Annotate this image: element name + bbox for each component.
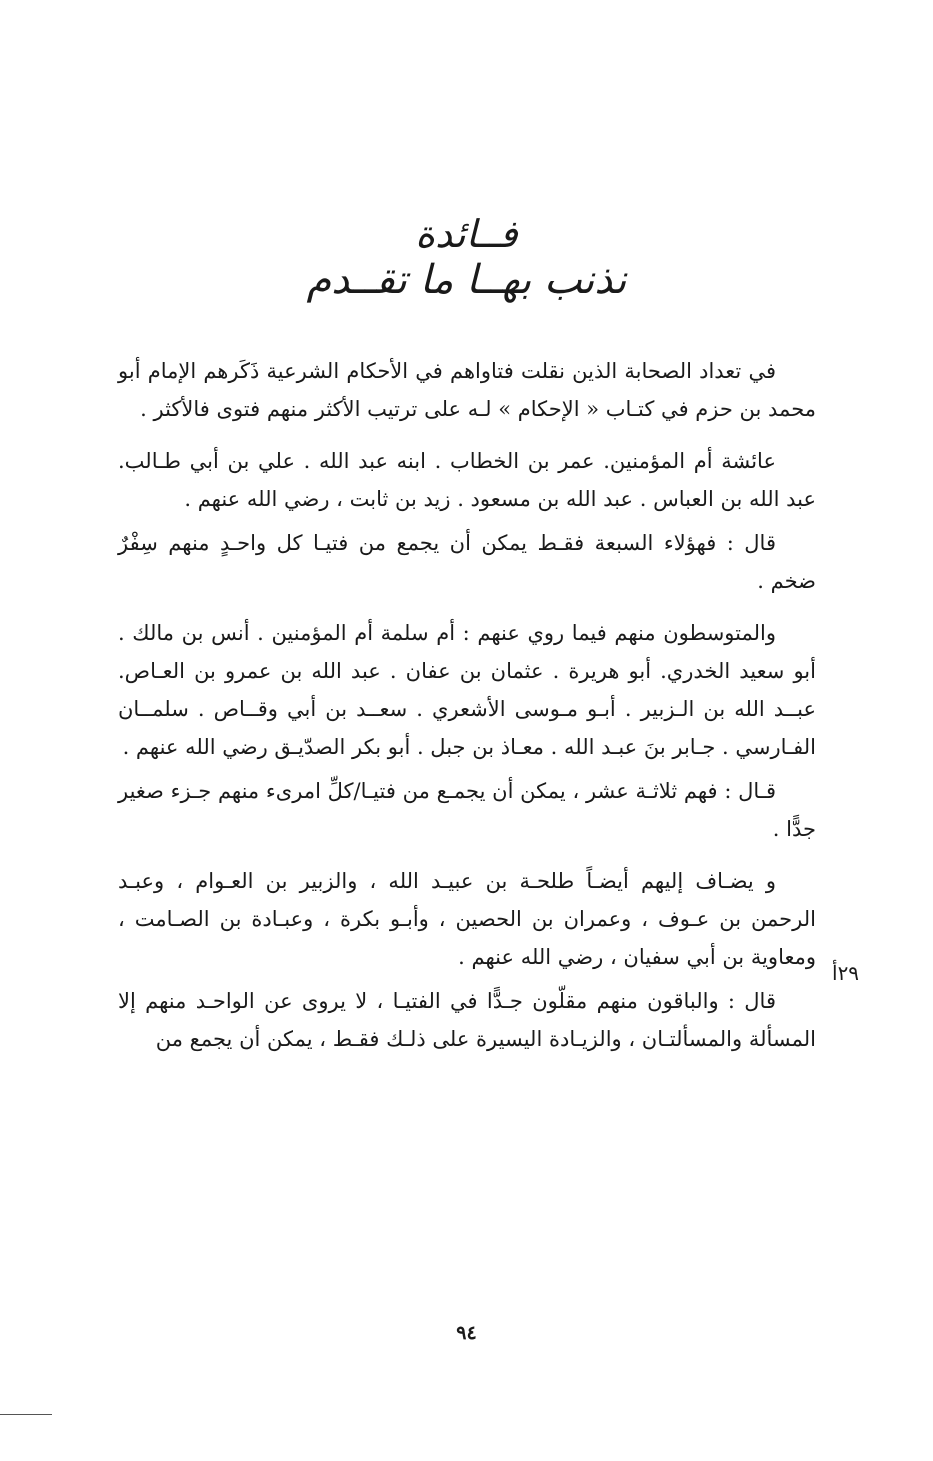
paragraph-intro: في تعداد الصحابة الذين نقلت فتاواهم في الأحكام الشرعية ذَكَرهم الإمام أبو محمد بن حزم في كتـاب « الإحكام » لـه على ترتيب الأكثر منهم فتوى فالأكثر .: [118, 359, 816, 421]
paragraph-seven-remark: قال : فهؤلاء السبعة فقـط يمكن أن يجمع من فتيـا كل واحـدٍ منهم سِفْرٌ ضخم .: [118, 531, 816, 593]
footer-rule: [0, 1414, 52, 1415]
paragraph-remaining-remark: قال : والباقون منهم مقلّون جـدًّا في الفتيـا ، لا يروى عن الواحـد منهم إلا المسألة والمسألتـان ، والزيـادة اليسيرة على ذلـك فقـط ، يمكن أن يجمع من: [118, 989, 816, 1051]
heading-subtitle: نذنب بهــا ما تقــدم: [306, 257, 627, 303]
body-text: [118, 352, 816, 1072]
manuscript-folio-note: ٢٩أ: [832, 961, 860, 985]
paragraph-middle-companions: والمتوسطون منهم فيما روي عنهم : أم سلمة أم المؤمنين . أنس بن مالك . أبو سعيد الخدري. أبو هريرة . عثمان بن عفان . عبد الله بن عمرو بن العـاص. عبــد الله بن الـزبير . أبـو مـوسى الأشعري . سعــد بن أبي وقــاص . سلمــان الفـارسي . جـابر بنَ عبـد الله . معـاذ بن جبل . أبو بكر الصدّيـق رضي الله عنهم .: [118, 621, 816, 759]
page-number: ٩٤: [456, 1322, 477, 1344]
heading-title: فــائدة: [415, 212, 518, 256]
section-heading: [0, 212, 933, 304]
paragraph-additional-companions: و يضـاف إليهم أيضـاً طلحـة بن عبيـد الله ، والزبير بن العـوام ، وعبـد الرحمن بن عـوف ، وعمران بن الحصين ، وأبـو بكرة ، وعبـادة بن الصـامت ، ومعاوية بن أبي سفيان ، رضي الله عنهم .: [118, 869, 816, 969]
paragraph-seven-companions: عائشة أم المؤمنين. عمر بن الخطاب . ابنه عبد الله . علي بن أبي طـالب. عبد الله بن العباس . عبد الله بن مسعود . زيد بن ثابت ، رضي الله عنهم .: [118, 449, 816, 511]
paragraph-thirteen-remark: قـال : فهم ثلاثـة عشر ، يمكن أن يجمـع من فتيـا/كلِّ امرىء منهم جـزء صغير جدًّا .: [118, 779, 816, 841]
